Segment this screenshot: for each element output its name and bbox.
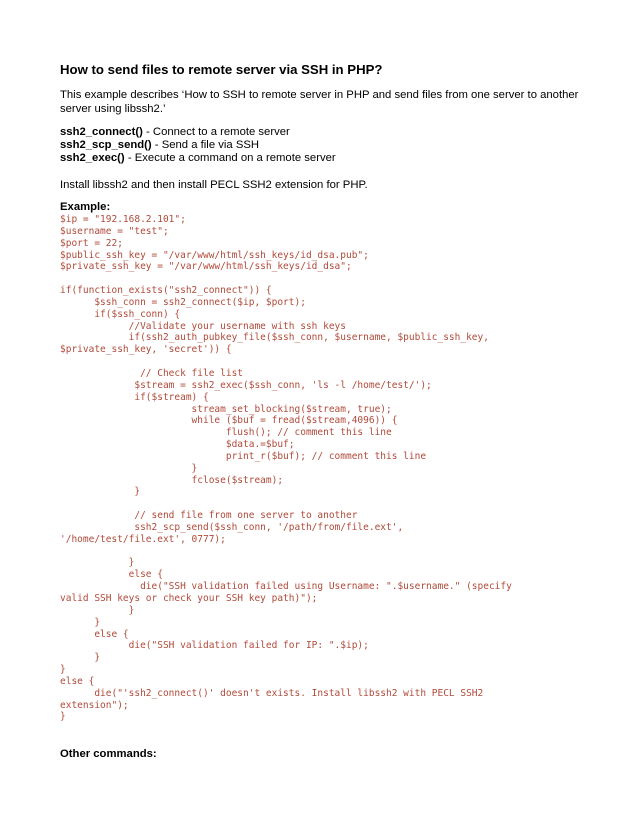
code-line: if($stream) {: [60, 391, 209, 403]
code-line: else {: [60, 675, 95, 687]
code-line: // send file from one server to another: [60, 510, 358, 522]
code-line: die("SSH validation failed for IP: ".$ip);: [60, 640, 369, 652]
code-line: $private_ssh_key, 'secret')) {: [60, 344, 232, 356]
code-line: die("'ssh2_connect()' doesn't exists. Install libssh2 with PECL SSH2: [60, 687, 484, 699]
code-line: }: [60, 462, 198, 474]
function-item: [60, 152, 336, 164]
code-line: $port = 22;: [60, 237, 123, 249]
code-line: }: [60, 652, 101, 664]
code-line: $data.=$buf;: [60, 439, 295, 451]
code-line: $username = "test";: [60, 225, 169, 237]
code-line: $private_ssh_key = "/var/www/html/ssh_keys/id_dsa";: [60, 261, 352, 273]
code-line: $stream = ssh2_exec($ssh_conn, 'ls -l /home/test/');: [60, 379, 432, 391]
function-desc: - Send a file via SSH: [151, 139, 260, 151]
code-line: valid SSH keys or check your SSH key path)");: [60, 593, 318, 604]
code-line: // Check file list: [60, 367, 244, 379]
code-line: if($ssh_conn) {: [60, 308, 181, 320]
function-name: ssh2_exec(): [60, 152, 125, 164]
code-line: }: [60, 616, 101, 628]
code-line: flush(); // comment this line: [60, 427, 392, 439]
code-line: while ($buf = fread($stream,4096)) {: [60, 415, 398, 427]
code-line: }: [60, 664, 66, 676]
code-line: $ip = "192.168.2.101";: [60, 214, 186, 225]
function-item: [60, 139, 259, 151]
install-note: Install libssh2 and then install PECL SSH2 extension for PHP.: [60, 179, 368, 191]
code-line: else {: [60, 569, 163, 581]
code-line: print_r($buf); // comment this line: [60, 450, 427, 462]
code-line: }: [60, 557, 135, 569]
code-line: stream_set_blocking($stream, true);: [60, 403, 392, 415]
function-desc: - Connect to a remote server: [142, 126, 290, 138]
other-commands-heading: Other commands:: [60, 748, 157, 760]
code-line: $public_ssh_key = "/var/www/html/ssh_keys/id_dsa.pub";: [60, 249, 369, 261]
code-line: if(function_exists("ssh2_connect")) {: [60, 285, 272, 297]
code-line: $ssh_conn = ssh2_connect($ip, $port);: [60, 296, 306, 308]
code-block: [60, 214, 512, 723]
code-line: ssh2_scp_send($ssh_conn, '/path/from/file.ext',: [60, 521, 404, 533]
function-desc: - Execute a command on a remote server: [124, 152, 336, 164]
function-name: ssh2_scp_send(): [60, 139, 152, 151]
code-line: if(ssh2_auth_pubkey_file($ssh_conn, $username, $public_ssh_key,: [60, 332, 489, 344]
document-title: How to send files to remote server via SSH in PHP?: [60, 62, 383, 77]
code-line: }: [60, 486, 141, 498]
code-line: extension");: [60, 699, 129, 711]
code-line: die("SSH validation failed using Username: ".$username." (specify: [60, 581, 512, 593]
code-line: else {: [60, 628, 129, 640]
code-line: }: [60, 711, 66, 723]
example-label: Example:: [60, 201, 111, 213]
code-line: }: [60, 604, 135, 616]
code-line: fclose($stream);: [60, 474, 284, 486]
function-item: [60, 126, 290, 138]
code-line: //Validate your username with ssh keys: [60, 320, 346, 332]
function-name: ssh2_connect(): [60, 126, 143, 138]
code-line: '/home/test/file.ext', 0777);: [60, 533, 226, 545]
intro-paragraph: This example describes ‘How to SSH to remote server in PHP and send files from one server to another server using libssh2.’: [60, 89, 579, 115]
